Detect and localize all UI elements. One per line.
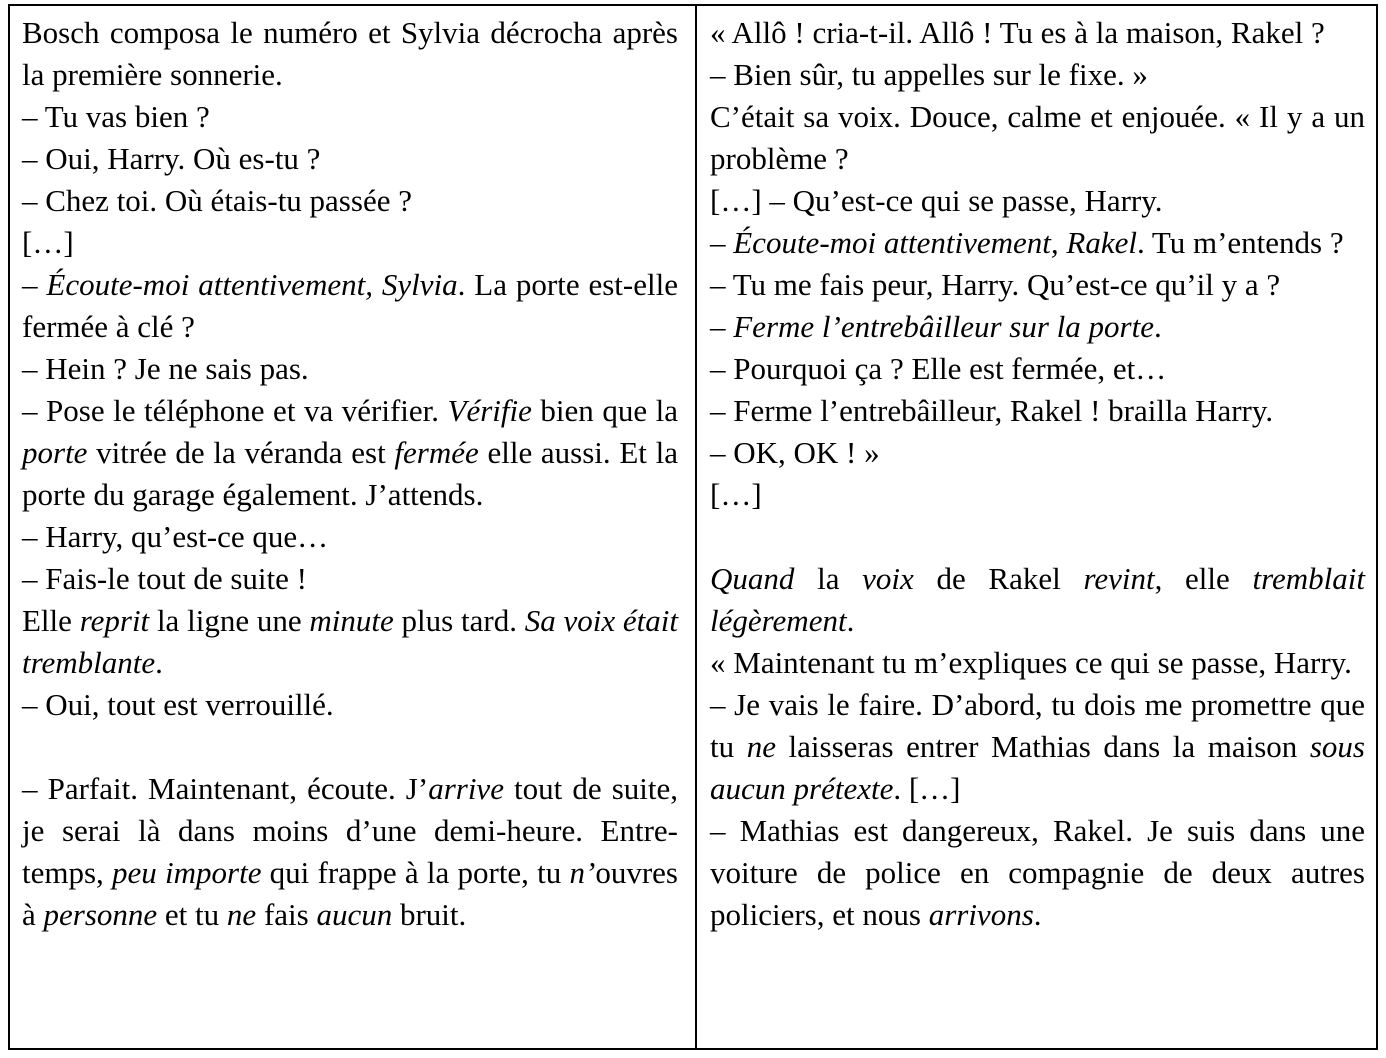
text: de Rakel [913, 561, 1084, 596]
paragraph: Bosch composa le numéro et Sylvia décrocha après la première sonnerie. [22, 15, 678, 92]
text: – Pose le téléphone et va vérifier. [22, 393, 448, 428]
dialogue-line: – Harry, qu’est-ce que… [22, 519, 329, 554]
paragraph [22, 600, 678, 684]
text: qui frappe à la porte, tu [261, 855, 570, 890]
paragraph [710, 684, 1365, 810]
italic-text: peu importe [112, 855, 262, 890]
dialogue-line: – Tu me fais peur, Harry. Qu’est-ce qu’il y a ? [710, 267, 1281, 302]
text: . La porte est-elle fermée à clé ? [22, 267, 678, 344]
italic-text: Ferme l’entrebâilleur sur la porte [733, 309, 1154, 344]
text: la ligne une [149, 603, 310, 638]
text: bruit. [392, 897, 467, 932]
dialogue-line: – Oui, tout est verrouillé. [22, 687, 334, 722]
text: la [794, 561, 863, 596]
blank-line [710, 516, 1365, 558]
paragraph [22, 264, 678, 348]
text: – Mathias est dangereux, Rakel. Je suis dans une voiture de police en compagnie de deux autres policiers, et nous [710, 813, 1365, 932]
paragraph: « Maintenant tu m’expliques ce qui se passe, Harry. [710, 645, 1352, 680]
dialogue-line: – Ferme l’entrebâilleur, Rakel ! brailla Harry. [710, 393, 1274, 428]
ellipsis-line: […] [710, 477, 762, 512]
italic-text: fermée [394, 435, 479, 470]
text: . [155, 645, 163, 680]
italic-text: voix [862, 561, 914, 596]
italic-text: arrivons [928, 897, 1034, 932]
italic-text: ne [746, 729, 776, 764]
text: – Parfait. Maintenant, écoute. J’ [22, 771, 429, 806]
italic-text: porte [22, 435, 88, 470]
dialogue-line: – Fais-le tout de suite ! [22, 561, 307, 596]
italic-text: – Écoute-moi attentivement, Sylvia [22, 267, 458, 302]
italic-text: n’ [569, 855, 596, 890]
text: – [710, 225, 734, 260]
text: Elle [22, 603, 80, 638]
text: . [846, 603, 855, 638]
italic-text: sous aucun prétexte [710, 729, 1365, 806]
italic-text: reprit [79, 603, 150, 638]
dialogue-line: – Chez toi. Où étais-tu passée ? [22, 183, 412, 218]
text: elle aussi. Et la porte du garage également. J’attends. [22, 435, 678, 512]
ellipsis-line: […] [22, 225, 74, 260]
blank-line [22, 726, 678, 768]
text: plus tard. [393, 603, 525, 638]
text-comparison-table [8, 4, 1378, 1050]
italic-text: Écoute-moi attentivement, Rakel [733, 225, 1137, 260]
right-column [710, 12, 1365, 936]
paragraph: C’était sa voix. Douce, calme et enjouée. « Il y a un problème ? [710, 99, 1365, 176]
italic-text: tremblait légèrement [710, 561, 1365, 638]
italic-text: personne [43, 897, 158, 932]
dialogue-line [710, 306, 1365, 348]
left-column [22, 12, 678, 936]
text: ouvres à [22, 855, 678, 932]
paragraph [710, 558, 1365, 642]
dialogue-line: – Hein ? Je ne sais pas. [22, 351, 309, 386]
dialogue-line: – OK, OK ! » [710, 435, 880, 470]
paragraph [710, 810, 1365, 936]
italic-text: Quand [710, 561, 795, 596]
dialogue-line: – Bien sûr, tu appelles sur le fixe. » [710, 57, 1148, 92]
text: – [710, 309, 734, 344]
italic-text: ne [226, 897, 257, 932]
text: . […] [893, 771, 961, 806]
paragraph [22, 390, 678, 516]
text: – Je vais le faire. D’abord, tu dois me promettre que tu [710, 687, 1365, 764]
paragraph [22, 768, 678, 936]
italic-text: Vérifie [447, 393, 532, 428]
text: . [1153, 309, 1162, 344]
text: et tu [157, 897, 227, 932]
italic-text: revint [1083, 561, 1155, 596]
column-divider [695, 6, 697, 1048]
text: fais [256, 897, 317, 932]
italic-text: Sa voix était tremblante [22, 603, 678, 680]
paragraph: « Allô ! cria-t-il. Allô ! Tu es à la maison, Rakel ? [710, 15, 1325, 50]
text: vitrée de la véranda est [87, 435, 395, 470]
italic-text: arrive [428, 771, 504, 806]
dialogue-line: – Pourquoi ça ? Elle est fermée, et… [710, 351, 1167, 386]
paragraph [710, 222, 1365, 264]
text: laisseras entrer Mathias dans la maison [775, 729, 1310, 764]
dialogue-line: – Oui, Harry. Où es-tu ? [22, 141, 321, 176]
italic-text: aucun [316, 897, 393, 932]
italic-text: minute [309, 603, 394, 638]
text: bien que la [531, 393, 678, 428]
text: , elle [1154, 561, 1253, 596]
dialogue-line: – Tu vas bien ? [22, 99, 210, 134]
text: . Tu m’entends ? [1136, 225, 1344, 260]
text: tout de suite, je serai là dans moins d’une demi-heure. Entre-temps, [22, 771, 678, 890]
dialogue-line: […] – Qu’est-ce qui se passe, Harry. [710, 183, 1163, 218]
text: . [1033, 897, 1042, 932]
